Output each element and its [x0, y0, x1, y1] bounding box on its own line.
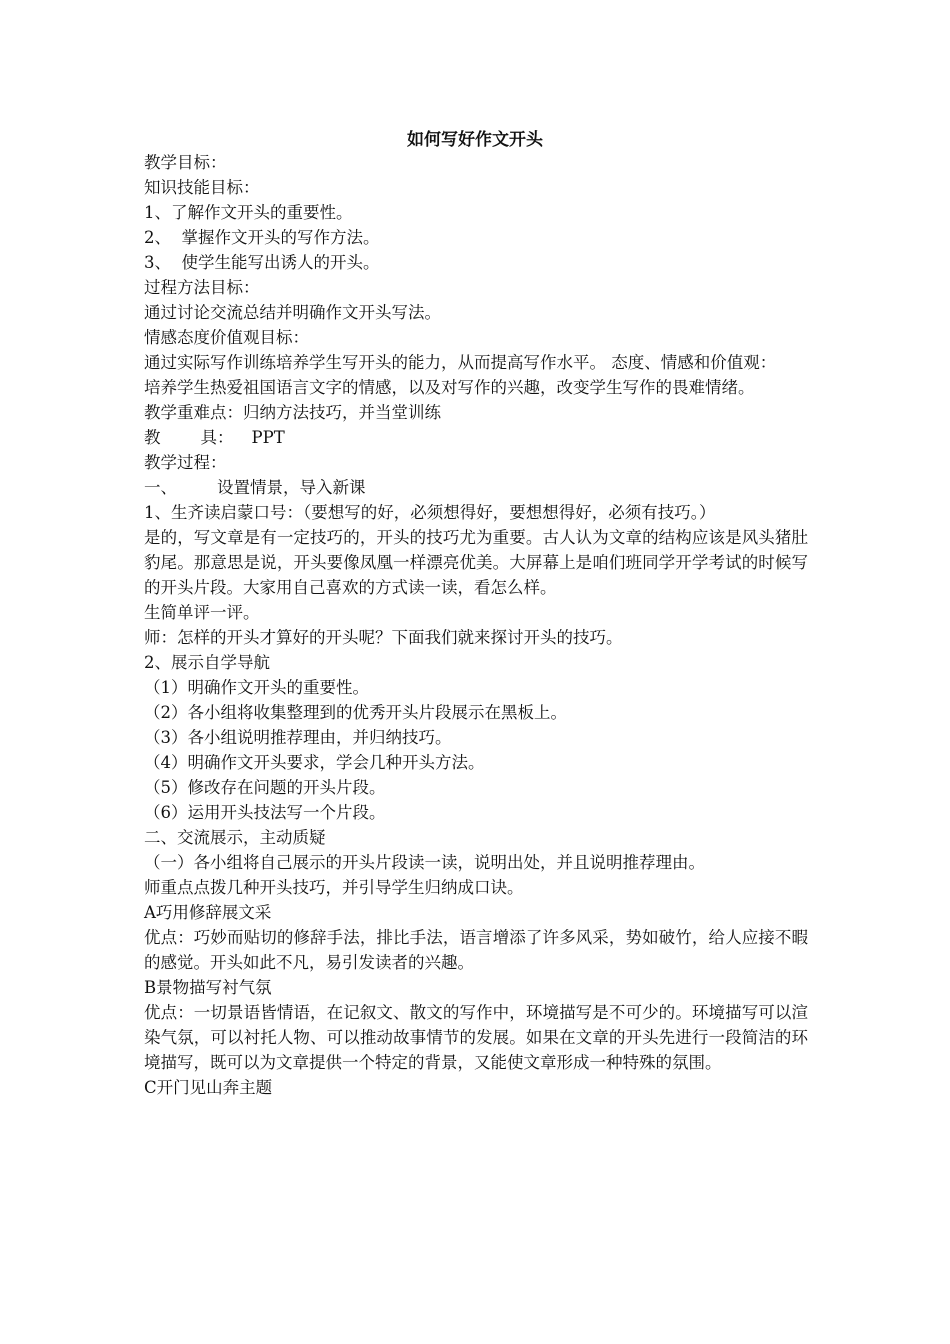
- knowledge-item: 3、 使学生能写出诱人的开头。: [144, 253, 380, 272]
- tip-c-heading: C开门见山奔主题: [144, 1078, 273, 1097]
- step2-item: （2）各小组将收集整理到的优秀开头片段展示在黑板上。: [144, 703, 567, 722]
- document-title: 如何写好作文开头: [407, 130, 543, 150]
- section2-paragraph: （一）各小组将自己展示的开头片段读一读，说明出处，并且说明推荐理由。: [144, 853, 705, 872]
- document-body: [144, 150, 808, 1100]
- step2-item: （1）明确作文开头的重要性。: [144, 678, 369, 697]
- step1-title: 设置情景，导入新课: [217, 478, 366, 497]
- knowledge-item: 1、了解作文开头的重要性。: [144, 203, 353, 222]
- step1-number: 一、: [144, 478, 177, 497]
- section2-heading: 二、交流展示，主动质疑: [144, 828, 326, 847]
- step1-paragraph: 生简单评一评。: [144, 603, 260, 622]
- step1-heading: [144, 475, 808, 500]
- tip-a-heading: A巧用修辞展文采: [144, 903, 272, 922]
- step2-item: （4）明确作文开头要求，学会几种开头方法。: [144, 753, 485, 772]
- step2-heading: 2、展示自学导航: [144, 653, 270, 672]
- process-text: 通过讨论交流总结并明确作文开头写法。: [144, 303, 441, 322]
- tip-a-text: 优点：巧妙而贴切的修辞手法，排比手法，语言增添了许多风采，势如破竹，给人应接不暇的感觉。开头如此不凡，易引发读者的兴趣。: [144, 928, 808, 972]
- step2-item: （6）运用开头技法写一个片段。: [144, 803, 386, 822]
- section2-paragraph: 师重点点拨几种开头技巧，并引导学生归纳成口诀。: [144, 878, 524, 897]
- tip-b-text: 优点：一切景语皆情语，在记叙文、散文的写作中，环境描写是不可少的。环境描写可以渲染气氛，可以衬托人物、可以推动故事情节的发展。如果在文章的开头先进行一段简洁的环境描写，既可以为文章提供一个特定的背景，又能使文章形成一种特殊的氛围。: [144, 1003, 808, 1072]
- knowledge-heading: 知识技能目标：: [144, 178, 260, 197]
- tools-line: [144, 425, 808, 450]
- process-heading: 过程方法目标：: [144, 278, 260, 297]
- step2-item: （3）各小组说明推荐理由，并归纳技巧。: [144, 728, 452, 747]
- step1-paragraph: 师：怎样的开头才算好的开头呢？下面我们就来探讨开头的技巧。: [144, 628, 623, 647]
- process-steps-heading: 教学过程：: [144, 453, 227, 472]
- teaching-goals-heading: 教学目标：: [144, 153, 227, 172]
- emotion-text: 通过实际写作训练培养学生写开头的能力，从而提高写作水平。 态度、情感和价值观：: [144, 353, 777, 372]
- values-text: 培养学生热爱祖国语言文字的情感，以及对写作的兴趣，改变学生写作的畏难情绪。: [144, 378, 755, 397]
- step1-paragraph: 是的，写文章是有一定技巧的，开头的技巧尤为重要。古人认为文章的结构应该是风头猪肚豹尾。那意思是说，开头要像凤凰一样漂亮优美。大屏幕上是咱们班同学开学考试的时候写的开头片段。大家用自己喜欢的方式读一读，看怎么样。: [144, 528, 808, 597]
- tools-label-b: 具：: [200, 428, 234, 447]
- step1-paragraph: 1、生齐读启蒙口号：（要想写的好，必须想得好，要想想得好，必须有技巧。）: [144, 503, 716, 522]
- key-points: 教学重难点：归纳方法技巧，并当堂训练: [144, 403, 441, 422]
- tools-value: PPT: [251, 428, 285, 447]
- step2-item: （5）修改存在问题的开头片段。: [144, 778, 386, 797]
- knowledge-item: 2、 掌握作文开头的写作方法。: [144, 228, 380, 247]
- emotion-heading: 情感态度价值观目标：: [144, 328, 309, 347]
- tools-label-a: 教: [144, 428, 161, 447]
- tip-b-heading: B景物描写衬气氛: [144, 978, 272, 997]
